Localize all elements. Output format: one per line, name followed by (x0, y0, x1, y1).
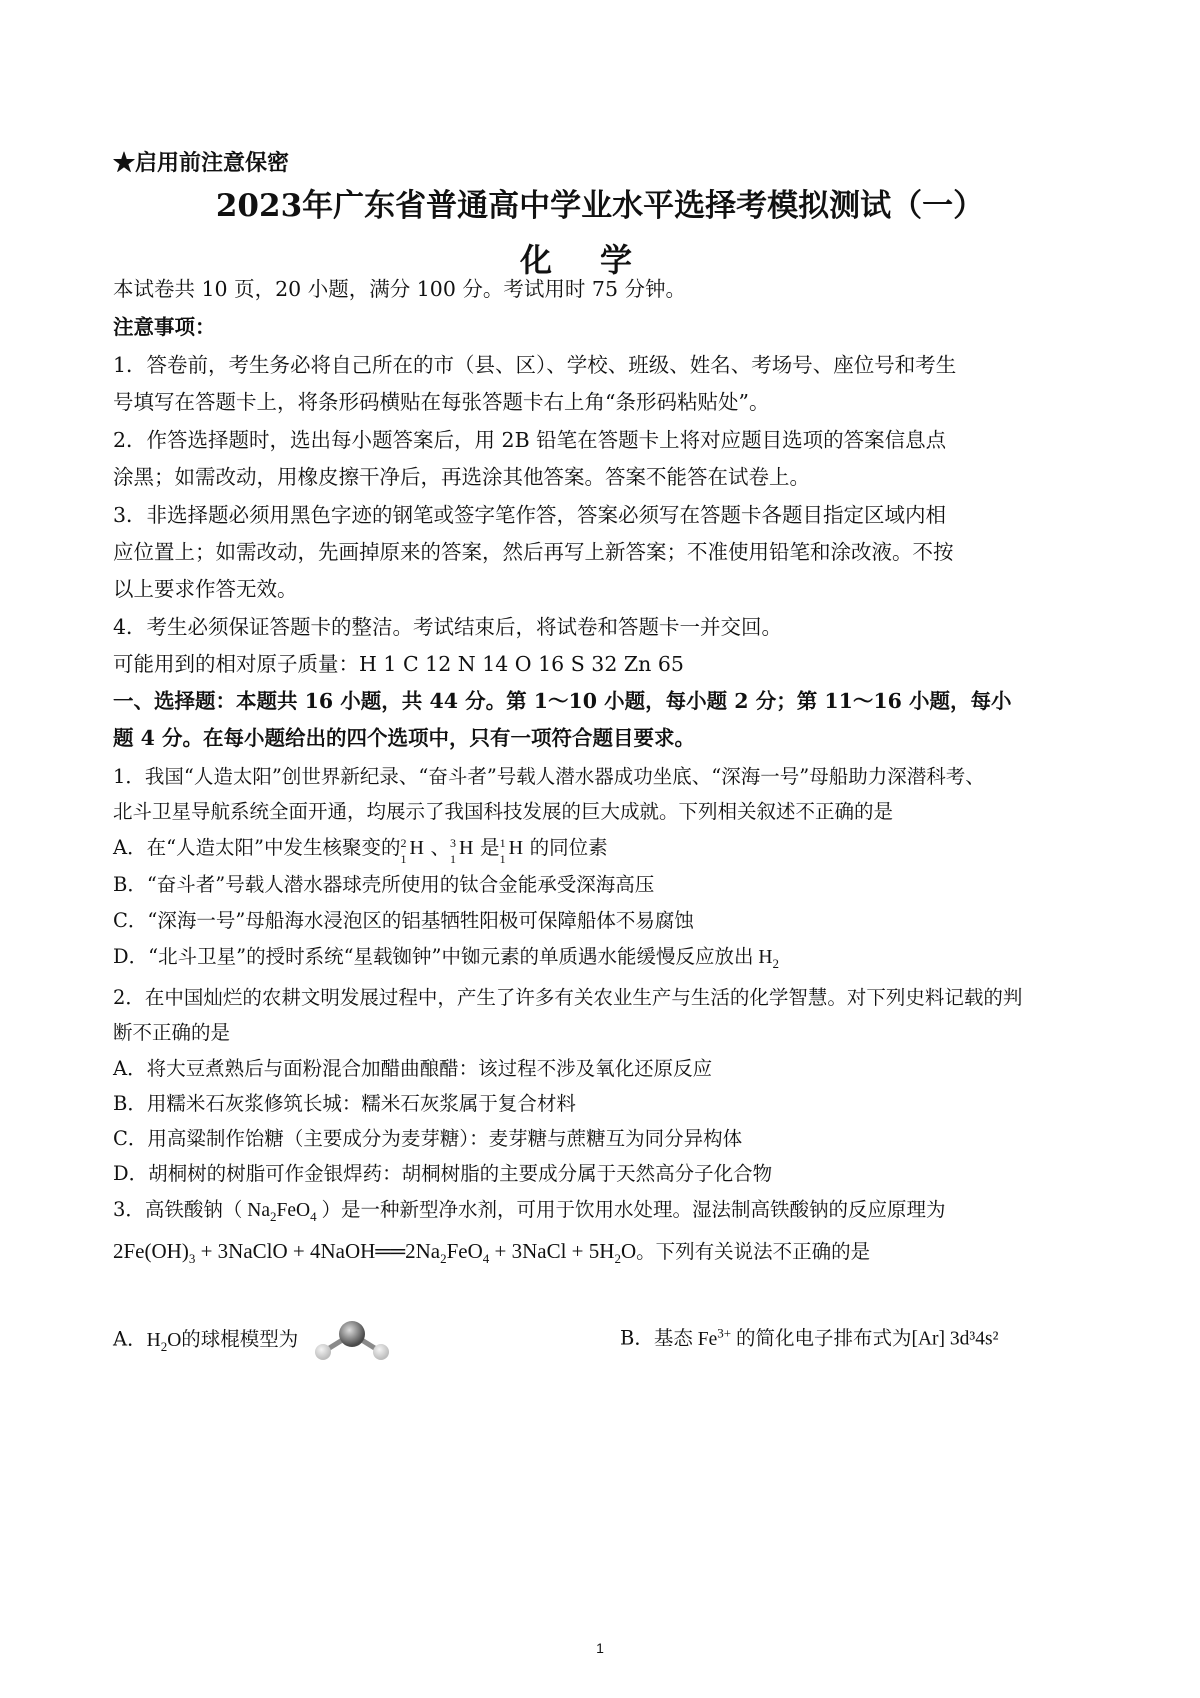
atomic-mass-line: 可能用到的相对原子质量：H 1 C 12 N 14 O 16 S 32 Zn 65 (113, 652, 684, 676)
section-heading: 题 4 分。在每小题给出的四个选项中，只有一项符合题目要求。 (113, 726, 696, 750)
option-d: D．胡桐树的树脂可作金银焊药：胡桐树脂的主要成分属于天然高分子化合物 (113, 1162, 773, 1185)
option-b: B．“奋斗者”号载人潜水器球壳所使用的钛合金能承受深海高压 (113, 873, 655, 896)
question-stem: 断不正确的是 (113, 1021, 231, 1044)
option-b: B．用糯米石灰浆修筑长城：糯米石灰浆属于复合材料 (113, 1092, 576, 1115)
question-stem: 北斗卫星导航系统全面开通，均展示了我国科技发展的巨大成就。下列相关叙述不正确的是 (113, 800, 894, 823)
option-a: A．将大豆煮熟后与面粉混合加醋曲酿醋：该过程不涉及氧化还原反应 (113, 1057, 713, 1080)
ball-stick-model-icon (309, 1318, 395, 1362)
option-b: B．基态 $Fe^{3+}$ 的简化电子排布式为[Ar] 3d³4s² (620, 1325, 999, 1350)
reaction-equation: $2Fe(OH)_3$ + 3NaClO + $4NaOH══2Na_2FeO_4$ + 3NaCl + $5H_2O$。下列有关说法不正确的是 (113, 1239, 871, 1267)
notes-line: 3．非选择题必须用黑色字迹的钢笔或签字笔作答，答案必须写在答题卡各题目指定区域内相 (113, 503, 947, 527)
notes-line: 1．答卷前，考生务必将自己所在的市（县、区）、学校、班级、姓名、考场号、座位号和考生 (113, 353, 957, 377)
notes-line: 涂黑；如需改动，用橡皮擦干净后，再选涂其他答案。答案不能答在试卷上。 (113, 465, 810, 489)
option-c: C．“深海一号”母船海水浸泡区的铝基牺牲阳极可保障船体不易腐蚀 (113, 909, 694, 932)
section-heading: 一、选择题：本题共 16 小题，共 44 分。第 1～10 小题，每小题 2 分；第 11～16 小题，每小 (113, 689, 1012, 713)
question-stem: 2．在中国灿烂的农耕文明发展过程中，产生了许多有关农业生产与生活的化学智慧。对下列史料记载的判 (113, 986, 1023, 1009)
question-stem: 3．高铁酸钠（ $Na_2FeO_4$ ）是一种新型净水剂，可用于饮用水处理。湿法制高铁酸钠的反应原理为 (113, 1198, 946, 1224)
question-stem: 1．我国“人造太阳”创世界新纪录、“奋斗者”号载人潜水器成功坐底、“深海一号”母船助力深潜科考、 (113, 765, 985, 788)
option-a: A．$H_2O$的球棍模型为 (113, 1318, 395, 1362)
notes-heading: 注意事项： (113, 315, 216, 339)
exam-title: 2023年广东省普通高中学业水平选择考模拟测试（一） (215, 188, 985, 224)
subject-title: 化学 (519, 241, 680, 279)
option-d: D．“北斗卫星”的授时系统“星载铷钟”中铷元素的单质遇水能缓慢反应放出 $H_2$ (113, 945, 779, 971)
page-number: 1 (596, 1640, 604, 1656)
option-a: A．在“人造太阳”中发生核聚变的 2 1 H 、 3 1 H 是 1 1 H 的同位素 (113, 836, 608, 866)
notes-line: 以上要求作答无效。 (113, 577, 298, 601)
notes-line: 应位置上；如需改动，先画掉原来的答案，然后再写上新答案；不准使用铅笔和涂改液。不按 (113, 540, 954, 564)
option-c: C．用高粱制作饴糖（主要成分为麦芽糖）：麦芽糖与蔗糖互为同分异构体 (113, 1127, 743, 1150)
intro-text: 本试卷共 10 页，20 小题，满分 100 分。考试用时 75 分钟。 (113, 277, 686, 301)
notes-line: 号填写在答题卡上，将条形码横贴在每张答题卡右上角“条形码粘贴处”。 (113, 390, 770, 414)
notes-line: 4．考生必须保证答题卡的整洁。考试结束后，将试卷和答题卡一并交回。 (113, 615, 783, 639)
notes-line: 2．作答选择题时，选出每小题答案后，用 2B 铅笔在答题卡上将对应题目选项的答案信息点 (113, 428, 947, 452)
secret-label: ★启用前注意保密 (113, 150, 290, 176)
